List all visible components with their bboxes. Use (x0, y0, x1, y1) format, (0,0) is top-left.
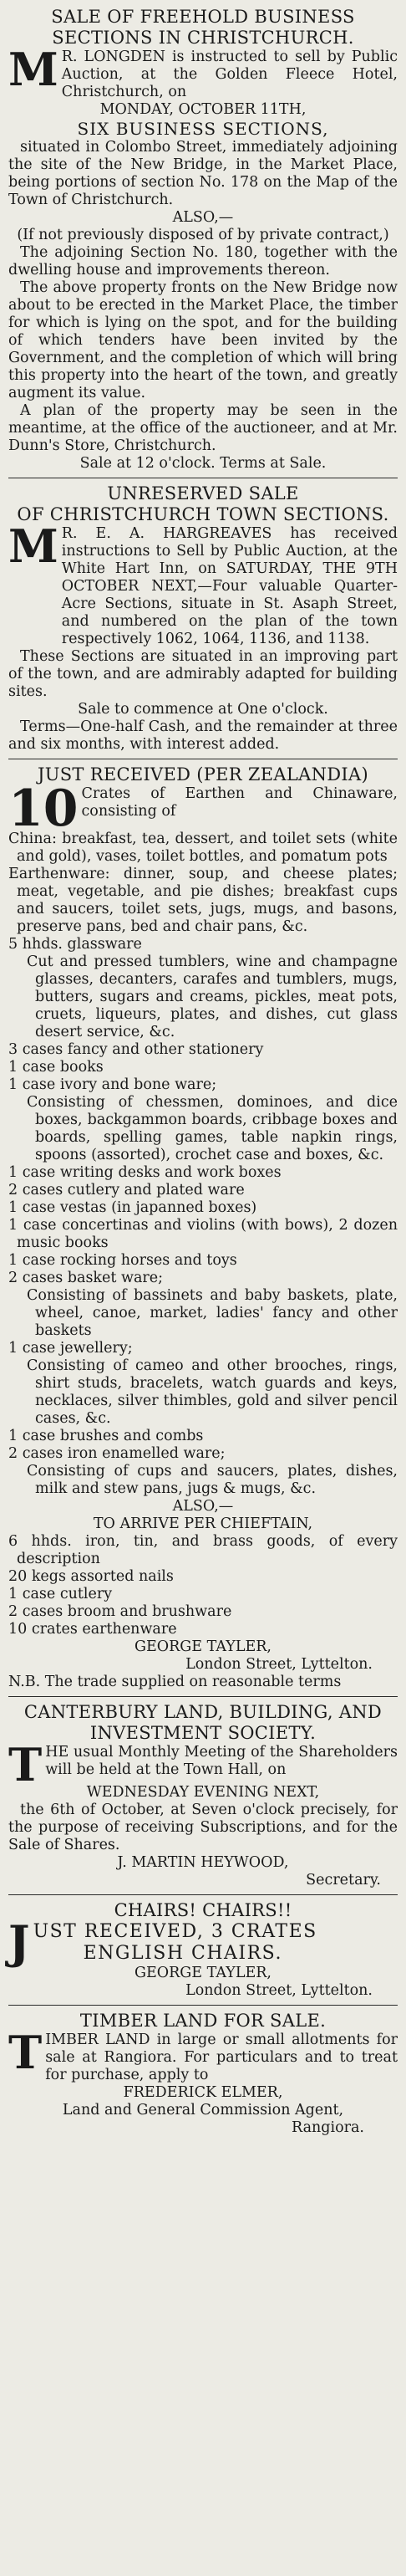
advert-title: CANTERBURY LAND, BUILDING, AND (23, 1702, 383, 1722)
list-item: 10 crates earthenware (8, 1621, 177, 1638)
advertiser-name: J. MARTIN HEYWOOD, (117, 1854, 289, 1871)
private-contract-note: (If not previously disposed of by private contract,) (17, 227, 389, 243)
advert-intro (8, 1915, 398, 1969)
advertiser-name: GEORGE TAYLER, (134, 1965, 272, 1981)
advert-intro (8, 779, 398, 838)
drop-capital: M (8, 519, 58, 573)
chairs-text (33, 1921, 398, 1965)
sale-commence: Sale to commence at One o'clock. (78, 701, 328, 718)
also-label: ALSO,— (172, 209, 234, 226)
advertiser-place: Rangiora. (292, 2119, 364, 2136)
intro-text: Crates of Earthen and Chinaware, consisting of (81, 785, 398, 820)
list-item: 1 case brushes and combs (8, 1428, 204, 1444)
divider (8, 1894, 398, 1895)
advert-title: TIMBER LAND FOR SALE. (79, 2011, 327, 2031)
list-item: 1 case ivory and bone ware; (8, 1076, 217, 1093)
advert-intro (8, 43, 398, 101)
list-item: 2 cases basket ware; (8, 1270, 164, 1286)
advert-intro (8, 2026, 398, 2084)
list-subitem: Consisting of cameo and other brooches, rings, shirt studs, bracelets, watch guards and keys, necklaces, silver thimbles, gold and silver pencil cases, &c. (27, 1357, 398, 1427)
advert-chairs (8, 1900, 398, 2000)
list-item: 20 kegs assorted nails (8, 1568, 174, 1585)
arrival-heading: TO ARRIVE PER CHIEFTAIN, (93, 1515, 313, 1532)
list-item: 6 hhds. iron, tin, and brass goods, of every description (8, 1533, 398, 1567)
six-sections: SIX BUSINESS SECTIONS, (77, 119, 329, 139)
list-subitem: Consisting of chessmen, dominoes, and dice boxes, backgammon boards, cribbage boxes and boards, spelling games, table napkin rings, spoons (assorted), crochet case and boxes, &c. (27, 1094, 398, 1163)
advert-unreserved-sale (8, 483, 398, 754)
body-text: A plan of the property may be seen in the meantime, at the office of the auctioneer, and at Mr. Dunn's Store, Christchurch. (8, 402, 398, 454)
divider (8, 2005, 398, 2006)
divider (8, 1696, 398, 1697)
body-text: situated in Colombo Street, immediately adjoining the site of the New Bridge, in the Market Place, being portions of section No. 178 on the Map of the Town of Christchurch. (8, 139, 398, 208)
sale-date: MONDAY, OCTOBER 11TH, (99, 101, 307, 118)
drop-capital: 10 (8, 779, 79, 838)
sale-terms: Sale at 12 o'clock. Terms at Sale. (79, 455, 327, 472)
advert-title: INVESTMENT SOCIETY. (89, 1723, 317, 1743)
advertiser-address: London Street, Lyttelton. (185, 1656, 373, 1673)
advert-title: OF CHRISTCHURCH TOWN SECTIONS. (17, 504, 389, 524)
list-item: 1 case books (8, 1059, 104, 1076)
drop-capital: T (8, 2026, 43, 2079)
intro-text: HE usual Monthly Meeting of the Shareholders will be held at the Town Hall, on (45, 1744, 398, 1778)
meeting-date: WEDNESDAY EVENING NEXT, (86, 1784, 320, 1801)
list-item: 1 case concertinas and violins (with bows), 2 dozen music books (8, 1217, 398, 1251)
list-item: 1 case jewellery; (8, 1340, 133, 1357)
trade-note: N.B. The trade supplied on reasonable terms (8, 1674, 342, 1690)
drop-capital: T (8, 1738, 43, 1791)
intro-text: IMBER LAND in large or small allotments for sale at Rangiora. For particulars and to treat for purchase, apply to (45, 2032, 398, 2083)
advert-intro (8, 519, 398, 648)
list-item: 1 case rocking horses and toys (8, 1252, 237, 1269)
advertiser-role: Land and General Commission Agent, (62, 2102, 344, 2119)
advert-title: SECTIONS IN CHRISTCHURCH. (52, 28, 354, 48)
body-text: The above property fronts on the New Bridge now about to be erected in the Market Place, the timber for which is lying on the spot, and for the building of which tenders have been invited by the Government, and the completion of which will bring this property into the heart of the town, and greatly augment its value. (8, 279, 398, 401)
advertiser-name: GEORGE TAYLER, (134, 1638, 272, 1655)
body-text: The adjoining Section No. 180, together with the dwelling house and improvements thereon. (8, 244, 398, 279)
intro-text: R. LONGDEN is instructed to sell by Public Auction, at the Golden Fleece Hotel, Christchurch, on (61, 49, 398, 100)
body-text: the 6th of October, at Seven o'clock precisely, for the purpose of receiving Subscriptions, and for the Sale of Shares. (8, 1802, 398, 1853)
list-item: 1 case vestas (in japanned boxes) (8, 1199, 257, 1216)
list-item: China: breakfast, tea, dessert, and toilet sets (white and gold), vases, toilet bottles, and pomatum pots (8, 831, 398, 865)
advert-canterbury-society (8, 1702, 398, 1889)
list-item: 3 cases fancy and other stationery (8, 1041, 264, 1058)
advert-just-received (8, 764, 398, 1691)
list-subitem: Consisting of cups and saucers, plates, dishes, milk and stew pans, jugs & mugs, &c. (27, 1463, 398, 1497)
advert-timber-land (8, 2011, 398, 2137)
list-subitem: Cut and pressed tumblers, wine and champagne glasses, decanters, carafes and tumblers, mugs, butters, sugars and creams, pickles, meat pots, cruets, liqueurs, plates, and dishes, cut glass desert service, &c. (27, 953, 398, 1040)
drop-capital: M (8, 43, 58, 96)
chairs-line: UST RECEIVED, 3 CRATES (33, 1921, 317, 1942)
advert-title: CHAIRS! CHAIRS!! (114, 1900, 292, 1920)
body-text: These Sections are situated in an improving part of the town, and are admirably adapted for building sites. (8, 648, 398, 700)
advert-title: UNRESERVED SALE (107, 483, 299, 503)
list-item: 2 cases iron enamelled ware; (8, 1445, 226, 1462)
chairs-line: ENGLISH CHAIRS. (83, 1943, 282, 1964)
list-item: 2 cases cutlery and plated ware (8, 1182, 245, 1199)
list-item: Earthenware: dinner, soup, and cheese plates; meat, vegetable, and pie dishes; breakfast cups and saucers, toilet sets, jugs, mugs, and basons, preserve pans, bed and chair pans, &c. (8, 866, 398, 935)
advertiser-address: London Street, Lyttelton. (185, 1982, 373, 1999)
advertiser-role: Secretary. (306, 1872, 381, 1889)
list-item: 2 cases broom and brushware (8, 1603, 232, 1620)
list-item: 1 case cutlery (8, 1586, 113, 1602)
intro-text: R. E. A. HARGREAVES has received instructions to Sell by Public Auction, at the White Hart Inn, on SATURDAY, THE 9TH OCTOBER NEXT,—Four valuable Quarter-Acre Sections, situate in St. Asaph Street, and numbered on the plan of the town respectively 1062, 1064, 1136, and 1138. (61, 525, 398, 647)
sale-terms: Terms—One-half Cash, and the remainder at three and six months, with interest added. (8, 718, 398, 753)
advertiser-name: FREDERICK ELMER, (123, 2084, 283, 2101)
advert-title: SALE OF FREEHOLD BUSINESS (51, 7, 355, 27)
list-item: 5 hhds. glassware (8, 936, 142, 953)
also-label: ALSO,— (172, 1498, 234, 1515)
advert-freehold-sale (8, 7, 398, 473)
list-item: 1 case writing desks and work boxes (8, 1164, 282, 1181)
drop-capital: J (8, 1915, 30, 1969)
list-subitem: Consisting of bassinets and baby baskets, plate, wheel, canoe, market, ladies' fancy and other baskets (27, 1287, 398, 1339)
advert-intro (8, 1738, 398, 1791)
advert-title: JUST RECEIVED (PER ZEALANDIA) (38, 764, 368, 785)
